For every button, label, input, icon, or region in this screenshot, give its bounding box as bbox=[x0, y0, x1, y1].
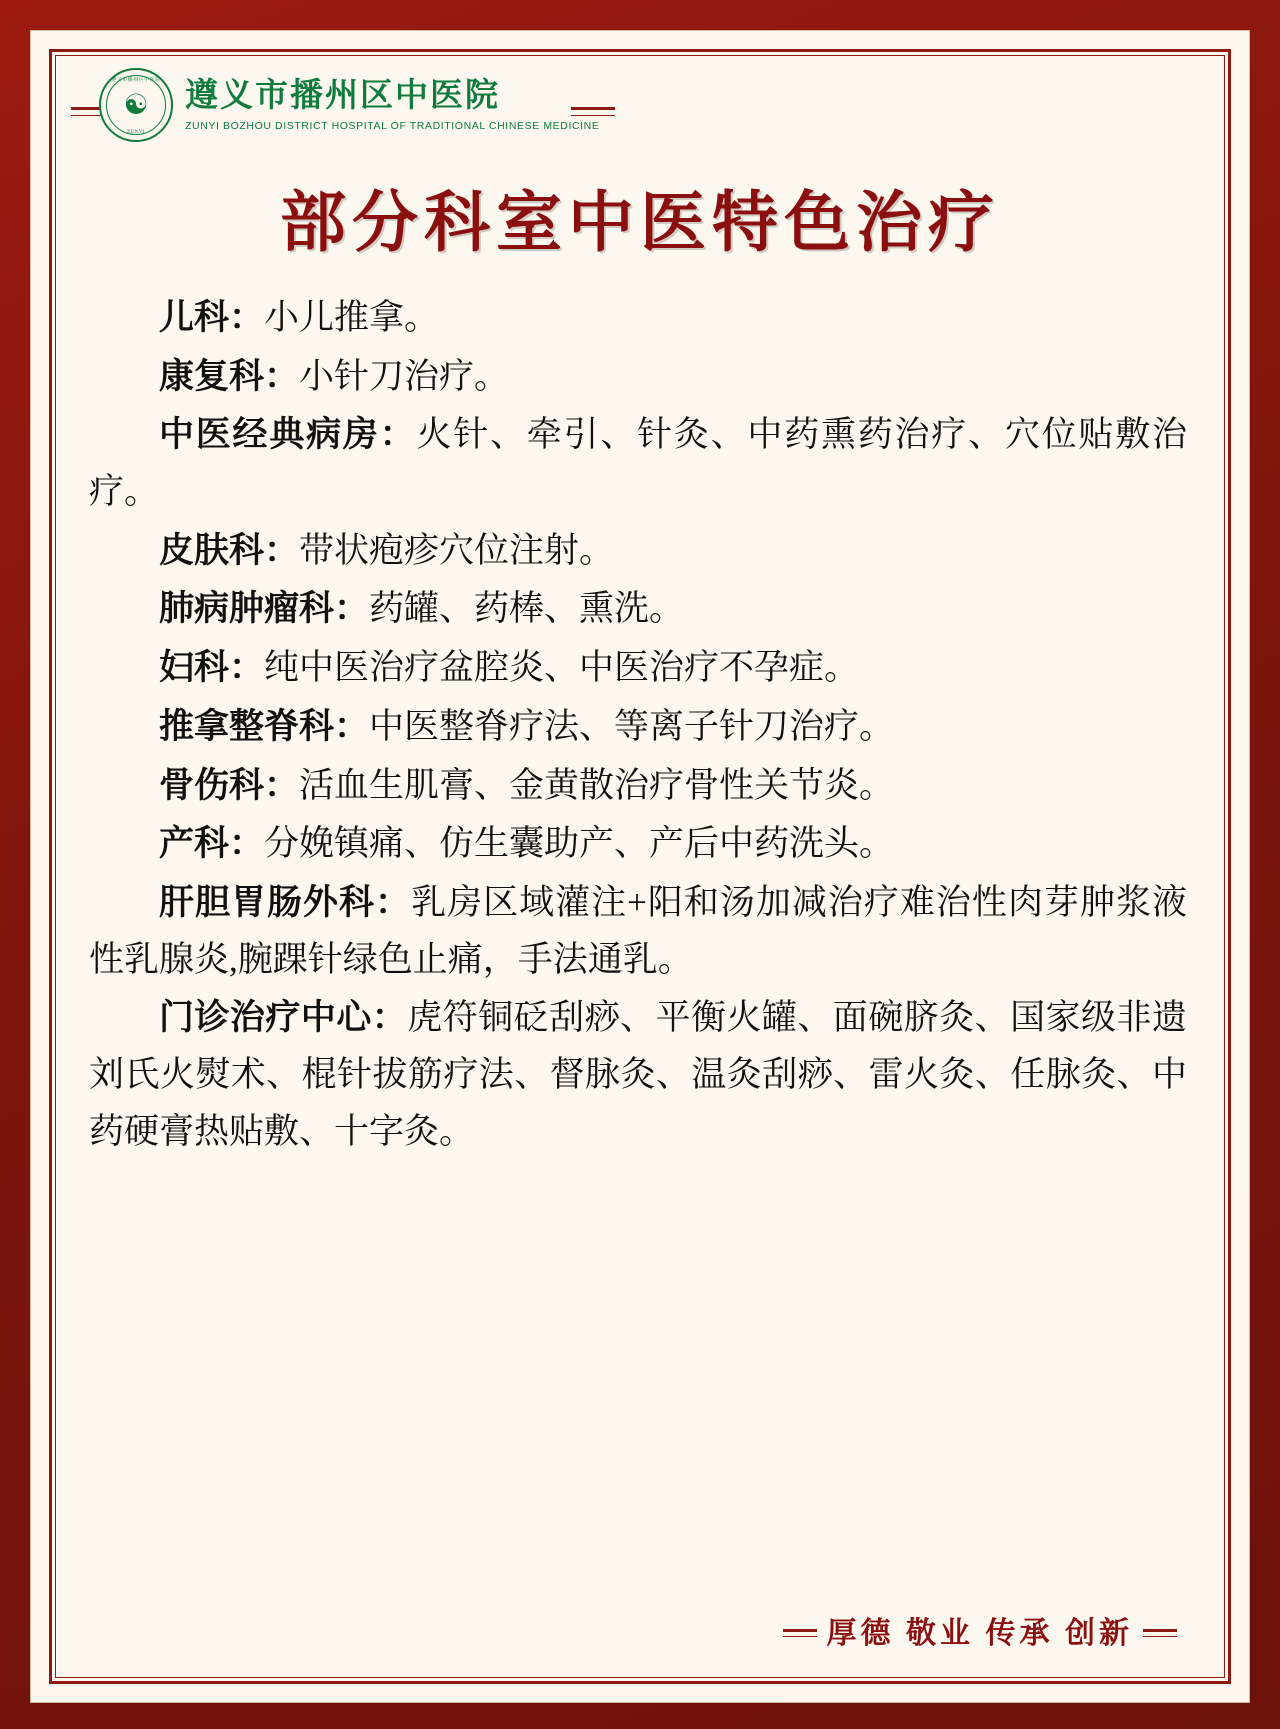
page-title: 部分科室中医特色治疗 bbox=[280, 187, 1000, 260]
department-name: 儿科： bbox=[159, 298, 265, 337]
hospital-name-cn: 遵义市播州区中医院 bbox=[185, 78, 500, 115]
list-item bbox=[89, 581, 1187, 638]
hospital-header bbox=[71, 59, 1209, 151]
footer-motto-block bbox=[773, 1608, 1188, 1652]
department-name: 皮肤科： bbox=[159, 530, 300, 570]
list-item bbox=[89, 990, 1187, 1160]
department-detail: 小针刀治疗。 bbox=[299, 356, 510, 396]
department-name: 门诊治疗中心： bbox=[159, 998, 408, 1038]
department-detail: 虎符铜砭刮痧、平衡火罐、面碗脐灸、国家级非遗刘氏火熨术、棍针拔筋疗法、督脉灸、温灸刮痧、雷火灸、任脉灸、中药硬膏热贴敷、十字灸。 bbox=[89, 998, 1187, 1151]
department-detail: 药罐、药棒、熏洗。 bbox=[369, 589, 685, 629]
list-item bbox=[89, 875, 1187, 988]
list-item bbox=[89, 290, 1187, 347]
department-name: 肺病肿瘤科： bbox=[159, 589, 370, 629]
department-name: 妇科： bbox=[159, 648, 265, 688]
department-name: 肝胆胃肠外科： bbox=[159, 882, 412, 922]
list-item bbox=[89, 407, 1187, 520]
department-name: 康复科： bbox=[159, 356, 300, 396]
poster-content bbox=[71, 59, 1209, 1662]
header-rule-right bbox=[571, 107, 615, 110]
list-item bbox=[89, 349, 1187, 406]
logo-crane-glyph-icon: ☯ bbox=[123, 88, 149, 121]
department-detail: 火针、牵引、针灸、中药熏药治疗、穴位贴敷治疗。 bbox=[89, 415, 1187, 512]
poster-paper bbox=[30, 30, 1250, 1703]
list-item bbox=[89, 640, 1187, 697]
department-name: 中医经典病房： bbox=[159, 415, 417, 455]
logo-ring-text-bottom: ZUNYI bbox=[126, 130, 146, 135]
department-detail: 带状疱疹穴位注射。 bbox=[299, 530, 615, 570]
hospital-logo-icon bbox=[99, 68, 173, 142]
list-item bbox=[89, 758, 1187, 815]
department-list bbox=[71, 290, 1209, 1160]
hospital-name-block bbox=[185, 78, 599, 131]
hospital-name-en: ZUNYI BOZHOU DISTRICT HOSPITAL OF TRADITIONAL CHINESE MEDICINE bbox=[185, 119, 600, 132]
department-detail: 分娩镇痛、仿生囊助产、产后中药洗头。 bbox=[264, 824, 895, 864]
department-detail: 中医整脊疗法、等离子针刀治疗。 bbox=[369, 706, 895, 746]
list-item bbox=[89, 699, 1187, 756]
department-name: 产科： bbox=[159, 824, 265, 864]
department-detail: 乳房区域灌注+阳和汤加减治疗难治性肉芽肿浆液性乳腺炎,腕踝针绿色止痛，手法通乳。 bbox=[89, 882, 1187, 979]
department-detail: 纯中医治疗盆腔炎、中医治疗不孕症。 bbox=[264, 648, 860, 688]
list-item bbox=[89, 816, 1187, 873]
department-detail: 小儿推拿。 bbox=[264, 298, 440, 337]
footer-motto: 厚德 敬业 传承 创新 bbox=[826, 1617, 1133, 1650]
department-name: 骨伤科： bbox=[159, 765, 300, 805]
department-name: 推拿整脊科： bbox=[159, 706, 370, 746]
department-detail: 活血生肌膏、金黄散治疗骨性关节炎。 bbox=[299, 765, 895, 805]
list-item bbox=[89, 523, 1187, 580]
logo-ring-text-top: 遵义市播州区中医院 bbox=[111, 78, 161, 83]
footer-rule-left bbox=[783, 1629, 817, 1632]
footer-rule-right bbox=[1143, 1629, 1177, 1632]
